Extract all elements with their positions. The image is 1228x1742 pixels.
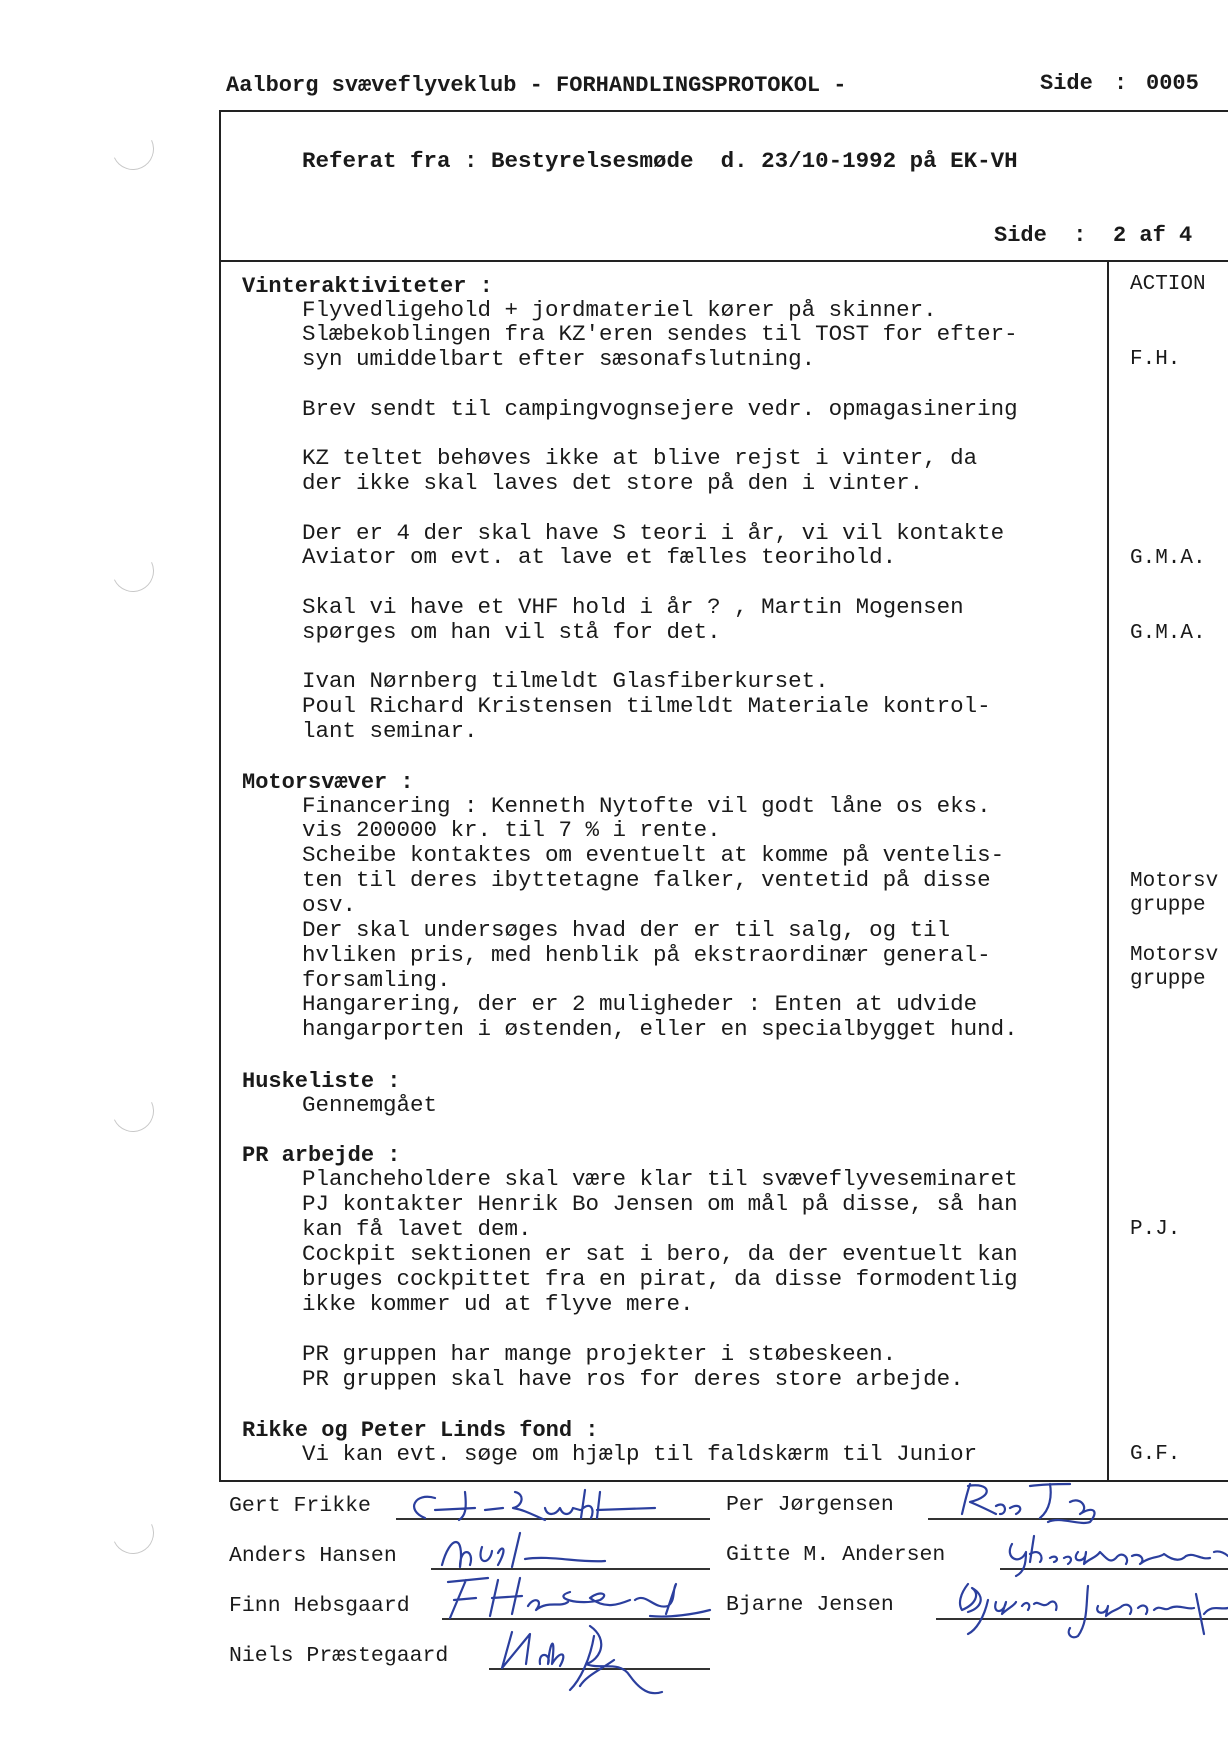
body-line: Scheibe kontaktes om eventuelt at komme på ventelis- (302, 842, 1005, 868)
body-line: PR gruppen har mange projekter i støbeskeen. (302, 1341, 897, 1367)
handwritten-signature (938, 1574, 1228, 1644)
punch-hole-mark (106, 122, 160, 176)
body-line: PJ kontakter Henrik Bo Jensen om mål på disse, så han (302, 1191, 1018, 1217)
body-line: forsamling. (302, 967, 451, 993)
section-title: Huskeliste : (242, 1069, 401, 1094)
signatory-name: Niels Præstegaard (229, 1644, 449, 1668)
page-label: Side (1040, 71, 1093, 96)
body-line: kan få lavet dem. (302, 1216, 532, 1242)
frame-left-border (219, 110, 221, 1482)
signatory-name: Gert Frikke (229, 1494, 371, 1518)
meeting-reference: Referat fra : Bestyrelsesmøde d. 23/10-1992 på EK-VH (302, 148, 1018, 174)
body-line: Der skal undersøges hvad der er til salg, og til (302, 917, 951, 943)
body-line: Poul Richard Kristensen tilmeldt Materiale kontrol- (302, 693, 991, 719)
protocol-title: Aalborg svæveflyveklub - FORHANDLINGSPROTOKOL - (226, 73, 847, 98)
body-line: Der er 4 der skal have S teori i år, vi vil kontakte (302, 520, 1005, 546)
handwritten-signature (395, 1480, 675, 1530)
meeting-box-bottom-rule (220, 260, 1228, 262)
header-rule (220, 110, 1228, 112)
body-line: Ivan Nørnberg tilmeldt Glasfiberkurset. (302, 668, 829, 694)
page-separator: : (1114, 71, 1128, 96)
body-line: der ikke skal laves det store på den i vinter. (302, 470, 924, 496)
action-entry: G.F. (1130, 1443, 1181, 1466)
action-entry: F.H. (1130, 348, 1181, 371)
body-line: Aviator om evt. at lave et fælles teorihold. (302, 544, 897, 570)
handwritten-signature (1000, 1528, 1228, 1578)
body-line: Plancheholdere skal være klar til svæveflyveseminaret (302, 1166, 1018, 1192)
body-line: hvliken pris, med henblik på ekstraordinær general- (302, 942, 991, 968)
section-title: Vinteraktiviteter : (242, 274, 493, 299)
action-entry: G.M.A. (1130, 547, 1206, 570)
body-line: osv. (302, 892, 357, 918)
meeting-side-value: 2 af 4 (1113, 223, 1193, 248)
body-line: syn umiddelbart efter sæsonafslutning. (302, 346, 816, 372)
body-line: Skal vi have et VHF hold i år ? , Martin Mogensen (302, 594, 964, 620)
body-line: Brev sendt til campingvognsejere vedr. opmagasinering (302, 396, 1018, 422)
meeting-side-label: Side : (994, 223, 1087, 248)
punch-hole-mark (106, 1084, 160, 1138)
action-column-header: ACTION (1130, 273, 1206, 296)
body-line: Cockpit sektionen er sat i bero, da der eventuelt kan (302, 1241, 1018, 1267)
action-entry: G.M.A. (1130, 622, 1206, 645)
signatory-name: Gitte M. Andersen (726, 1543, 946, 1567)
body-line: hangarporten i østenden, eller en specialbygget hund. (302, 1016, 1018, 1042)
section-title: PR arbejde : (242, 1143, 401, 1168)
body-line: Vi kan evt. søge om hjælp til faldskærm til Junior (302, 1441, 978, 1467)
body-line: bruges cockpittet fra en pirat, da disse formodentlig (302, 1266, 1018, 1292)
body-line: Financering : Kenneth Nytofte vil godt låne os eks. (302, 793, 991, 819)
action-entry: Motorsv (1130, 870, 1219, 893)
punch-hole-mark (106, 544, 160, 598)
handwritten-signature (430, 1525, 670, 1575)
action-entry: Motorsv (1130, 944, 1219, 967)
body-line: Hangarering, der er 2 muligheder : Enten at udvide (302, 991, 978, 1017)
body-line: Gennemgået (302, 1092, 438, 1118)
body-line: Flyvedligehold + jordmateriel kører på skinner. (302, 297, 937, 323)
handwritten-signature (490, 1620, 680, 1700)
body-line: vis 200000 kr. til 7 % i rente. (302, 817, 721, 843)
signatory-name: Anders Hansen (229, 1544, 397, 1568)
body-line: KZ teltet behøves ikke at blive rejst i vinter, da (302, 445, 978, 471)
body-line: spørges om han vil stå for det. (302, 619, 721, 645)
action-entry: gruppe (1130, 968, 1206, 991)
signatory-name: Bjarne Jensen (726, 1593, 894, 1617)
body-line: Slæbekoblingen fra KZ'eren sendes til TOST for efter- (302, 321, 1018, 347)
action-entry: P.J. (1130, 1218, 1181, 1241)
signatory-name: Per Jørgensen (726, 1493, 894, 1517)
page-number: 0005 (1146, 71, 1199, 96)
body-line: PR gruppen skal have ros for deres store arbejde. (302, 1366, 964, 1392)
body-line: lant seminar. (302, 718, 478, 744)
handwritten-signature (940, 1476, 1228, 1531)
action-entry: gruppe (1130, 894, 1206, 917)
section-title: Rikke og Peter Linds fond : (242, 1418, 599, 1443)
body-line: ten til deres ibyttetagne falker, ventetid på disse (302, 867, 991, 893)
section-title: Motorsvæver : (242, 770, 414, 795)
body-line: ikke kommer ud at flyve mere. (302, 1291, 694, 1317)
punch-hole-mark (106, 1506, 160, 1560)
signatory-name: Finn Hebsgaard (229, 1594, 410, 1618)
action-column-divider (1107, 260, 1109, 1482)
